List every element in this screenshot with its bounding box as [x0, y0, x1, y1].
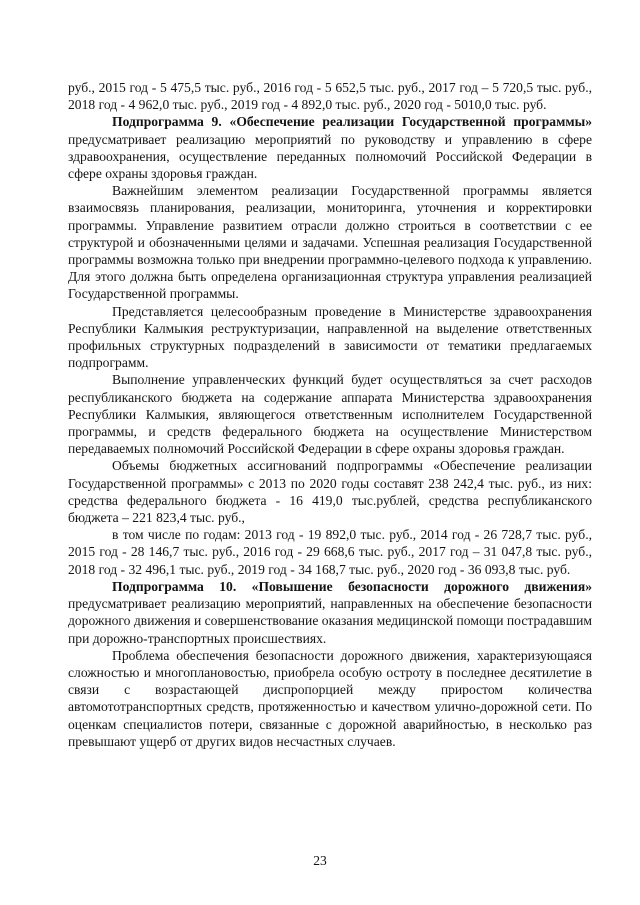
paragraph-management-funding: Выполнение управленческих функций будет осуществляться за счет расходов республиканского бюджета на содержание аппарата Министерства здравоохранения Республики Калмыкия, являющегося ответственным исполнителем Государственной программы, и средств федерального бюджета на осуществление Министерством передаваемых полномочий Российской Федерации в сфере охраны здоровья граждан.: [68, 372, 592, 457]
subprogram-9-title: Подпрограмма 9. «Обеспечение реализации Государственной программы»: [112, 114, 592, 130]
paragraph-subprogram-10: [68, 578, 592, 647]
paragraph-funding-continued: руб., 2015 год - 5 475,5 тыс. руб., 2016 год - 5 652,5 тыс. руб., 2017 год – 5 720,5 тыс. руб., 2018 год - 4 962,0 тыс. руб., 2019 год - 4 892,0 тыс. руб., 2020 год - 5010,0 тыс. руб.: [68, 80, 592, 113]
subprogram-9-description: предусматривает реализацию мероприятий по руководству и управлению в сфере здравоохранения, осуществление переданных полномочий Российской Федерации в сфере охраны здоровья граждан.: [68, 131, 592, 182]
body-text: [68, 79, 592, 750]
paragraph-subprogram-9: [68, 113, 592, 182]
page-number: 23: [313, 853, 327, 868]
paragraph-subprogram-9-years: в том числе по годам: 2013 год - 19 892,0 тыс. руб., 2014 год - 26 728,7 тыс. руб., 2015 год - 28 146,7 тыс. руб., 2016 год - 29 668,6 тыс. руб., 2017 год – 31 047,8 тыс. руб., 2018 год - 32 496,1 тыс. руб., 2019 год - 34 168,7 тыс. руб., 2020 год - 36 093,8 тыс. руб.: [68, 527, 592, 577]
paragraph-subprogram-9-budget: Объемы бюджетных ассигнований подпрограммы «Обеспечение реализации Государственной программы» с 2013 по 2020 годы составят 238 242,4 тыс. руб., из них: средства федерального бюджета - 16 419,0 тыс.рублей, средства республиканского бюджета – 221 823,4 тыс. руб.,: [68, 458, 592, 526]
paragraph-restructuring: Представляется целесообразным проведение в Министерстве здравоохранения Республики Калмыкия реструктуризации, направленной на выделение ответственных профильных структурных подразделений в зависимости от тематики предлагаемых подпрограмм.: [68, 303, 592, 371]
paragraph-road-safety-problem: Проблема обеспечения безопасности дорожного движения, характеризующаяся сложностью и многоплановостью, приобрела особую остроту в последнее десятилетие в связи с возрастающей диспропорцией между приростом количества автомототранспортных средств, протяженностью и качеством улично-дорожной сети. По оценкам специалистов потери, связанные с дорожной аварийностью, в несколько раз превышают ущерб от других видов несчастных случаев.: [68, 647, 592, 749]
subprogram-10-description: предусматривает реализацию мероприятий, направленных на обеспечение безопасности дорожного движения и совершенствование оказания медицинской помощи пострадавшим при дорожно-транспортных происшествиях.: [68, 596, 592, 646]
subprogram-10-title: Подпрограмма 10. «Повышение безопасности дорожного движения»: [112, 578, 592, 594]
paragraph-management-structure: Важнейшим элементом реализации Государственной программы является взаимосвязь планирования, реализации, мониторинга, уточнения и корректировки программы. Управление развитием отрасли должно строиться в соответствии с ее структурой и обозначенными целями и задачами. Успешная реализация Государственной программы возможна только при внедрении программно-целевого подхода к управлению. Для этого должна быть определена организационная структура управления реализацией Государственной программы.: [68, 183, 592, 302]
